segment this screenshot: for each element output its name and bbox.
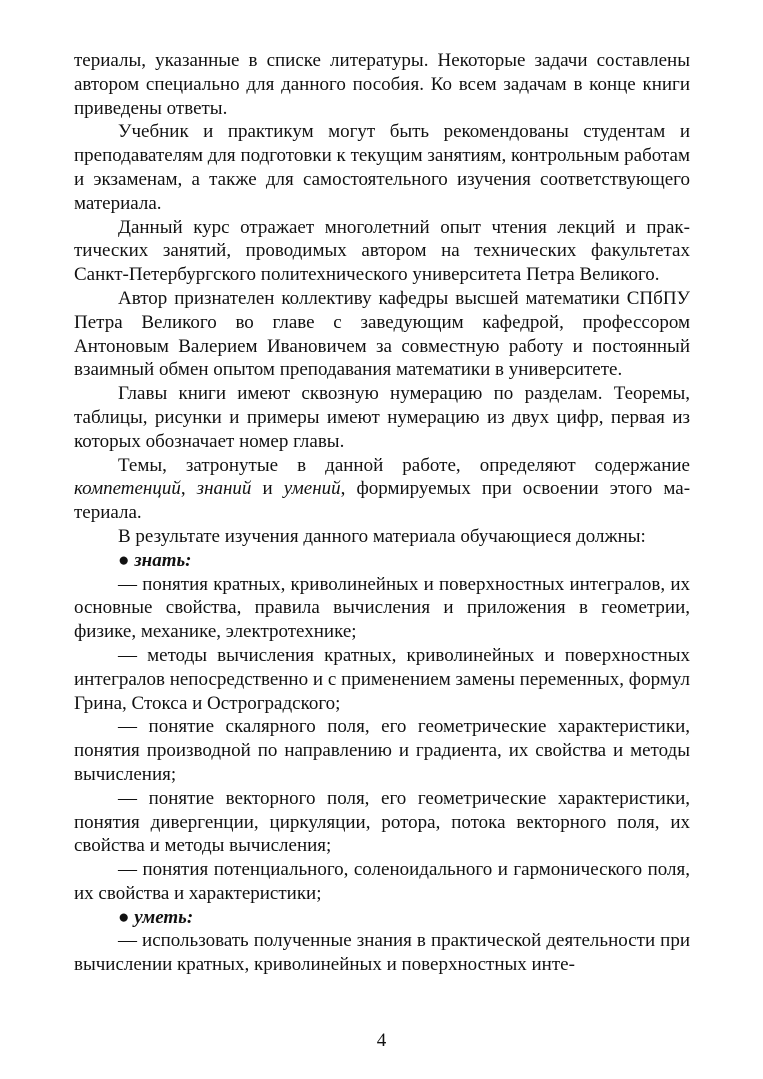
paragraph-acknowledgement: Автор признателен коллективу кафедры высшей математики СПбПУ Петра Великого во главе с заведующим кафедрой, профессором Антоновым Валерием Ивановичем за совместную работу и постоянный взаимный обмен опытом преподавания математики в университете. <box>74 287 690 381</box>
bullet-icon: ● <box>118 549 130 571</box>
know-item: — методы вычисления кратных, криволинейных и поверхностных интегралов непосредственно и с применением замены переменных, формул Грина, Стокса и Остроградского; <box>74 644 690 714</box>
paragraph-competencies <box>74 454 690 525</box>
know-heading <box>74 549 690 573</box>
knowledge-term: знаний <box>196 478 252 500</box>
paragraph-learning-outcomes: В результате изучения данного материала обучающиеся должны: <box>118 525 646 547</box>
know-item: — понятия кратных, криволинейных и поверхностных интегралов, их основные свойства, правила вычисления и приложения в геометрии, физике, механике, электротехнике; <box>74 573 690 643</box>
competencies-separator-1: , <box>180 478 197 500</box>
can-heading <box>74 906 690 930</box>
can-item: — использовать полученные знания в практической деятельности при вычислении кратных, криволинейных и поверхностных инте- <box>74 930 690 976</box>
document-page <box>74 49 690 977</box>
competencies-text-before: Темы, затронутые в данной работе, определяют содержание <box>118 454 690 476</box>
know-label: знать: <box>134 549 192 571</box>
paragraph-course-experience: Данный курс отражает многолетний опыт чтения лекций и практических занятий, проводимых автором на технических факультетах Санкт-Петербургского политехнического университета Петра Великого. <box>74 216 690 286</box>
know-item: — понятие скалярного поля, его геометрические характеристики, понятия производной по направлению и градиента, их свойства и методы вычисления; <box>74 716 690 785</box>
skills-term: умений <box>283 478 341 500</box>
bullet-icon: ● <box>118 906 130 928</box>
competencies-separator-2: и <box>251 478 284 500</box>
competencies-text-after: , формируемых при освоении этого материала. <box>74 478 691 524</box>
know-item: — понятия потенциального, соленоидального и гармонического поля, их свойства и характеристики; <box>74 859 690 904</box>
know-item: — понятие векторного поля, его геометрические характеристики, понятия дивергенции, циркуляции, ротора, потока векторного поля, их свойства и методы вычисления; <box>74 787 690 857</box>
competencies-term: компетенций <box>74 478 181 500</box>
paragraph-numbering: Главы книги имеют сквозную нумерацию по разделам. Теоремы, таблицы, рисунки и примеры имеют нумерацию из двух цифр, первая из которых обозначает номер главы. <box>74 383 690 452</box>
paragraph-continuation: териалы, указанные в списке литературы. Некоторые задачи составлены автором специально для данного пособия. Ко всем задачам в конце книги приведены ответы. <box>74 50 690 119</box>
page-number: 4 <box>376 1030 387 1051</box>
paragraph-recommendation: Учебник и практикум могут быть рекомендованы студентам и преподавателям для подготовки к текущим занятиям, контрольным работам и экзаменам, а также для самостоятельного изучения соответствующего материала. <box>74 121 690 214</box>
can-label: уметь: <box>134 906 194 928</box>
